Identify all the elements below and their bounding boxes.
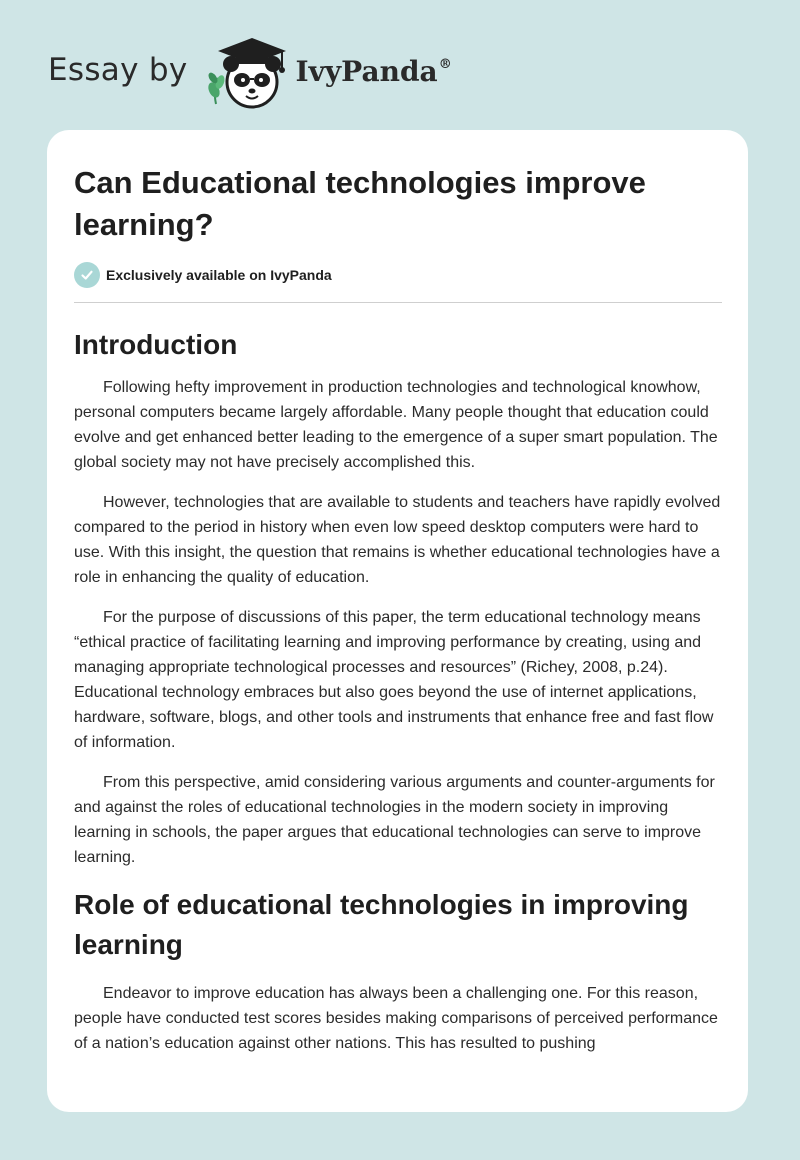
section-heading-introduction: Introduction bbox=[74, 329, 238, 360]
paragraph: For the purpose of discussions of this paper, the term educational technology means “ethical practice of facilitating learning and improving performance by creating, using and managing appropriate technological processes and resources” (Richey, 2008, p.24). Educational technology embraces but also goes beyond the use of internet applications, hardware, software, blogs, and other tools and instruments that enhance free and fast flow of information. bbox=[74, 609, 714, 751]
panda-graduate-icon[interactable] bbox=[202, 34, 292, 110]
site-header bbox=[48, 34, 452, 110]
paragraph: From this perspective, amid considering various arguments and counter-arguments for and against the roles of educational technologies in the modern society in improving learning in schools, the paper argues that educational technologies can serve to improve learning. bbox=[74, 774, 715, 866]
paragraph: Following hefty improvement in production technologies and technological knowhow, personal computers became largely affordable. Many people thought that education could evolve and get enhanced better leading to the emergence of a super smart population. The global society may not have precisely accomplished this. bbox=[74, 379, 718, 471]
registered-mark: ® bbox=[438, 56, 452, 72]
exclusive-badge bbox=[74, 262, 722, 288]
divider bbox=[74, 302, 722, 303]
exclusive-label: Exclusively available on IvyPanda bbox=[106, 267, 332, 283]
section-heading-role: Role of educational technologies in improving learning bbox=[74, 889, 689, 960]
paragraph: However, technologies that are available to students and teachers have rapidly evolved compared to the period in history when even low speed desktop computers were hard to use. With this insight, the question that remains is whether educational technologies have a role in enhancing the quality of education. bbox=[74, 494, 721, 586]
essay-by-label: Essay by bbox=[48, 52, 188, 88]
checkmark-icon bbox=[74, 262, 100, 288]
essay-card bbox=[47, 130, 748, 1112]
brand-name[interactable] bbox=[296, 55, 452, 88]
brand-text: IvyPanda bbox=[295, 54, 438, 88]
essay-title: Can Educational technologies improve learning? bbox=[74, 165, 646, 242]
paragraph: Endeavor to improve education has always been a challenging one. For this reason, people have conducted test scores besides making comparisons of perceived performance of a nation’s education against other nations. This has resulted to pushing bbox=[74, 985, 718, 1052]
